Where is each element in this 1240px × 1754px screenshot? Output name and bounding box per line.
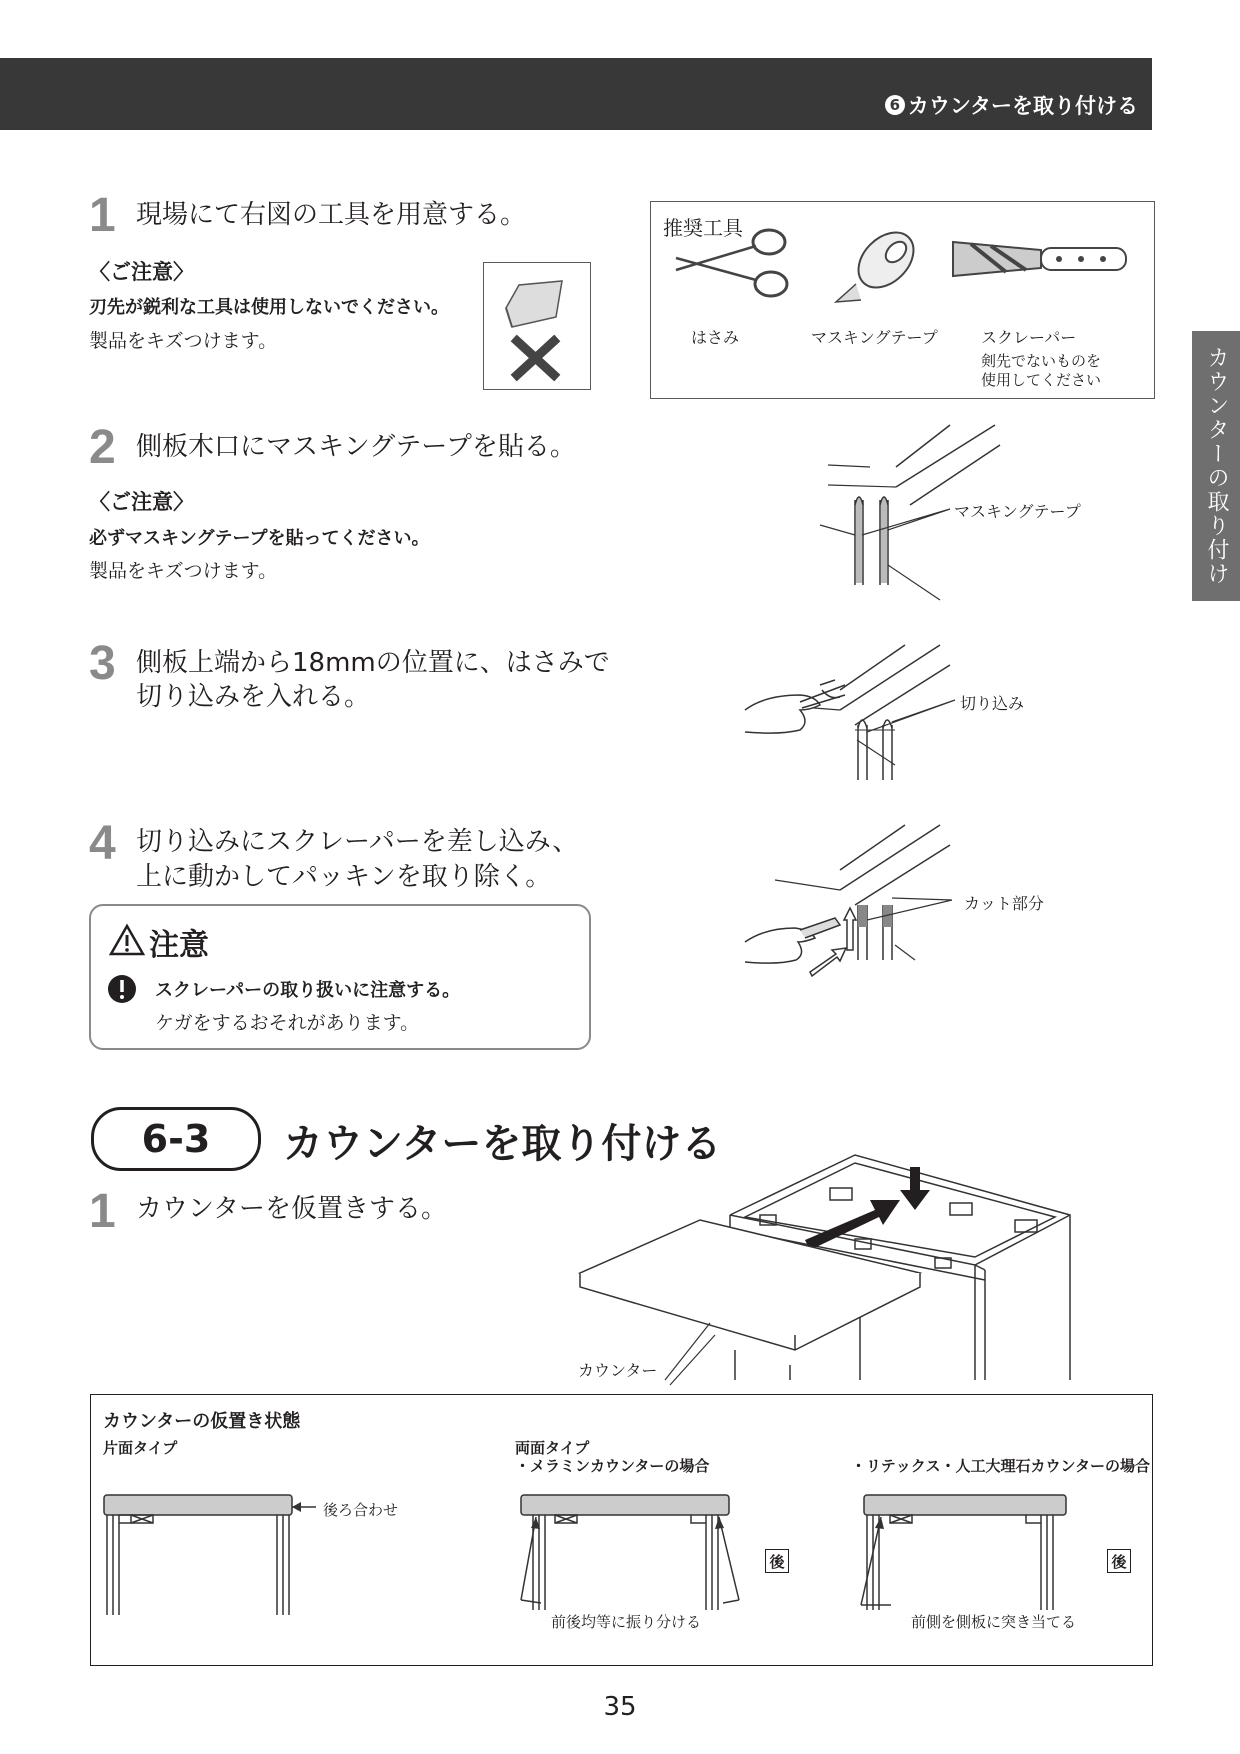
label-cut: 切り込み xyxy=(960,694,1025,713)
tools-title: 推奨工具 xyxy=(663,216,743,240)
insert-arrow-icon xyxy=(805,1200,900,1250)
side-tab[interactable]: カウンターの取り付け xyxy=(1192,331,1240,601)
type1-note: 後ろ合わせ xyxy=(323,1501,399,1519)
caution-1-bold: 刃先が鋭利な工具は使用しないでください。 xyxy=(89,297,449,318)
step-2-text: 側板木口にマスキングテープを貼る。 xyxy=(136,432,576,462)
header-bar xyxy=(0,58,1152,130)
no-sharp-tool-box xyxy=(483,262,591,390)
warning-bold: スクレーパーの取り扱いに注意する。 xyxy=(155,980,461,1001)
type2-label: 両面タイプ xyxy=(515,1439,590,1457)
section-step-1-text: カウンターを仮置きする。 xyxy=(136,1194,447,1224)
section-title: カウンターを取り付ける xyxy=(283,1121,722,1167)
placement-title: カウンターの仮置き状態 xyxy=(103,1411,301,1432)
label-masking-tape: マスキングテープ xyxy=(954,502,1081,521)
tool-label-scraper: スクレーパー xyxy=(981,328,1077,347)
type3-sub: ・リテックス・人工大理石カウンターの場合 xyxy=(851,1457,1150,1475)
type2-note: 前後均等に振り分ける xyxy=(551,1613,702,1631)
back-mark-2: 後 xyxy=(1107,1549,1131,1573)
tool-label-scissors: はさみ xyxy=(691,328,740,347)
caution-2-plain: 製品をキズつけます。 xyxy=(89,560,278,582)
warning-box xyxy=(89,904,591,1050)
section-step-1-number: 1 xyxy=(89,1185,116,1238)
caution-2-heading: 〈ご注意〉 xyxy=(89,490,194,514)
scissors-icon xyxy=(676,230,787,296)
step-3-line-2: 切り込みを入れる。 xyxy=(136,682,371,712)
step-4-line-1: 切り込みにスクレーパーを差し込み、 xyxy=(136,827,579,857)
tool-scraper-note-1: 剣先でないものを xyxy=(981,352,1102,370)
step-circle-number: 6 xyxy=(885,95,905,115)
up-arrow-icon xyxy=(844,908,856,950)
masking-tape-icon xyxy=(836,222,924,302)
warning-title: 注意 xyxy=(149,928,209,963)
back-mark-1: 後 xyxy=(765,1549,789,1573)
tool-scraper-note-2: 使用してください xyxy=(981,371,1102,389)
warning-triangle-icon xyxy=(109,924,145,956)
type1-label: 片面タイプ xyxy=(103,1439,178,1457)
header-title xyxy=(885,90,1138,120)
placement-states-box xyxy=(90,1394,1153,1666)
step-4-number: 4 xyxy=(89,817,116,870)
type3-note: 前側を側板に突き当てる xyxy=(911,1613,1077,1631)
step-4-line-2: 上に動かしてパッキンを取り除く。 xyxy=(136,862,552,892)
caution-1-plain: 製品をキズつけます。 xyxy=(89,330,278,352)
step-1-text: 現場にて右図の工具を用意する。 xyxy=(136,200,527,230)
type1-diagram xyxy=(104,1495,292,1615)
header-title-text: カウンターを取り付ける xyxy=(907,94,1138,118)
label-cut-part: カット部分 xyxy=(964,894,1044,913)
hand-scissors-icon xyxy=(745,680,845,733)
recommended-tools-box xyxy=(650,201,1155,399)
step-2-number: 2 xyxy=(89,421,116,474)
hand-scraper-icon xyxy=(745,918,840,963)
counter-placement-figure xyxy=(575,1155,1085,1385)
scraper-icon xyxy=(953,242,1126,276)
page-number: 35 xyxy=(603,1692,637,1722)
type3-diagram xyxy=(861,1495,1066,1610)
sharp-blade-cross-icon xyxy=(484,263,590,389)
step-3-line-1: 側板上端から18mmの位置に、はさみで xyxy=(136,648,610,678)
diagonal-arrow-icon xyxy=(810,948,846,976)
tool-label-tape: マスキングテープ xyxy=(811,328,938,347)
exclamation-circle-icon xyxy=(107,974,137,1004)
type2-sub: ・メラミンカウンターの場合 xyxy=(515,1457,710,1475)
down-arrow-icon xyxy=(900,1167,930,1210)
type2-diagram xyxy=(521,1495,739,1610)
label-counter: カウンター xyxy=(578,1361,658,1380)
caution-1-heading: 〈ご注意〉 xyxy=(89,260,194,284)
step-1-number: 1 xyxy=(89,189,116,242)
section-number: 6-3 xyxy=(91,1107,261,1171)
warning-plain: ケガをするおそれがあります。 xyxy=(155,1012,420,1034)
caution-2-bold: 必ずマスキングテープを貼ってください。 xyxy=(89,528,430,549)
step-3-number: 3 xyxy=(89,637,116,690)
